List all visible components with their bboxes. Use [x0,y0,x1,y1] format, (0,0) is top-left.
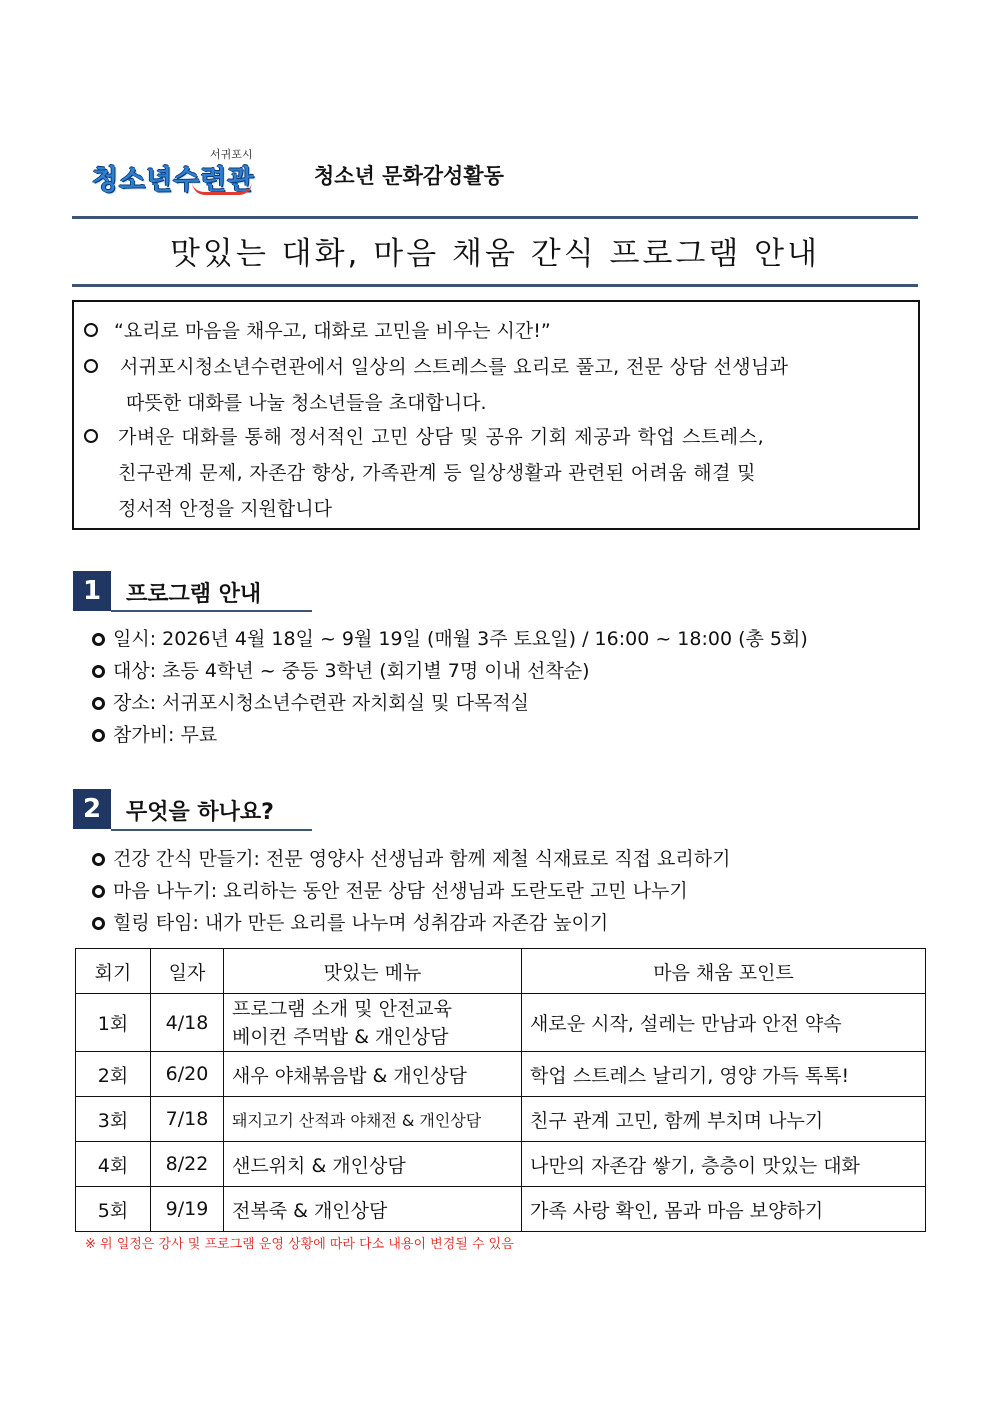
list-item: 건강 간식 만들기: 전문 영양사 선생님과 함께 제철 식재료로 직접 요리하기 [92,844,730,871]
section-1-number: 1 [73,571,111,611]
intro-line-1: “요리로 마음을 채우고, 대화로 고민을 비우는 시간!” [114,320,551,342]
page-title: 맛있는 대화, 마음 채움 간식 프로그램 안내 [169,236,821,272]
intro-line-3b: 친구관계 문제, 자존감 향상, 가족관계 등 일상생활과 관련된 어려움 해결 및 [118,462,756,484]
list-item: 장소: 서귀포시청소년수련관 자치회실 및 다목적실 [92,688,529,715]
bullet-icon [92,729,105,742]
logo-swoosh [192,182,252,195]
cell-menu: 새우 야채볶음밥 & 개인상담 [224,1052,522,1097]
logo [92,146,272,198]
section-1-underline [111,610,312,612]
section-2-underline [111,829,312,831]
intro-line-2b: 따뜻한 대화를 나눌 청소년들을 초대합니다. [126,392,487,414]
cell-menu: 전복죽 & 개인상담 [224,1187,522,1232]
section-2-title: 무엇을 하나요? [126,800,274,825]
cell-menu: 샌드위치 & 개인상담 [224,1142,522,1187]
table-row [76,1097,926,1142]
table-row [76,994,926,1052]
cell-session: 3회 [76,1097,151,1142]
cell-session: 2회 [76,1052,151,1097]
logo-small-text: 서귀포시 [210,148,253,161]
intro-line-2a: 서귀포시청소년수련관에서 일상의 스트레스를 요리로 풀고, 전문 상담 선생님과 [120,356,789,378]
circle-bullet-icon [84,429,98,443]
cell-date: 8/22 [151,1142,224,1187]
cell-session: 5회 [76,1187,151,1232]
list-item: 힐링 타임: 내가 만든 요리를 나누며 성취감과 자존감 높이기 [92,908,608,935]
circle-bullet-icon [84,359,98,373]
list-item: 대상: 초등 4학년 ~ 중등 3학년 (회기별 7명 이내 선착순) [92,656,590,683]
schedule-table [75,948,926,1232]
bullet-icon [92,853,105,866]
header-point: 마음 채움 포인트 [522,949,926,994]
cell-menu [224,994,522,1052]
circle-bullet-icon [84,323,98,337]
list-item: 마음 나누기: 요리하는 동안 전문 상담 선생님과 도란도란 고민 나누기 [92,876,688,903]
bullet-icon [92,885,105,898]
cell-point: 학업 스트레스 날리기, 영양 가득 톡톡! [522,1052,926,1097]
menu-line: 프로그램 소개 및 안전교육 [232,997,453,1020]
cell-point: 새로운 시작, 설레는 만남과 안전 약속 [522,994,926,1052]
section-2-number: 2 [73,789,111,829]
cell-point: 친구 관계 고민, 함께 부치며 나누기 [522,1097,926,1142]
bullet-icon [92,917,105,930]
header-session: 회기 [76,949,151,994]
title-rule-top [72,216,918,219]
bullet-icon [92,697,105,710]
activity-label: 청소년 문화감성활동 [314,164,504,188]
cell-date: 6/20 [151,1052,224,1097]
title-rule-bottom [72,284,918,287]
logo-main-text: 청소년수련관 [92,165,255,196]
list-item: 일시: 2026년 4월 18일 ~ 9월 19일 (매월 3주 토요일) / 16:00 ~ 18:00 (총 5회) [92,624,808,651]
cell-menu: 돼지고기 산적과 야채전 & 개인상담 [224,1097,522,1142]
cell-point: 가족 사랑 확인, 몸과 마음 보양하기 [522,1187,926,1232]
cell-date: 9/19 [151,1187,224,1232]
table-row [76,1052,926,1097]
header-date: 일자 [151,949,224,994]
header-menu: 맛있는 메뉴 [224,949,522,994]
bullet-icon [92,665,105,678]
cell-session: 1회 [76,994,151,1052]
table-header-row [76,949,926,994]
menu-line: 베이컨 주먹밥 & 개인상담 [232,1025,449,1048]
section-1-title: 프로그램 안내 [126,582,262,607]
table-row [76,1187,926,1232]
bullet-icon [92,633,105,646]
table-row [76,1142,926,1187]
cell-session: 4회 [76,1142,151,1187]
schedule-note: ※ 위 일정은 강사 및 프로그램 운영 상황에 따라 다소 내용이 변경될 수 있음 [85,1237,514,1252]
intro-line-3c: 정서적 안정을 지원합니다 [118,498,332,520]
cell-point: 나만의 자존감 쌓기, 층층이 맛있는 대화 [522,1142,926,1187]
intro-line-3a: 가벼운 대화를 통해 정서적인 고민 상담 및 공유 기회 제공과 학업 스트레스, [118,426,765,448]
list-item: 참가비: 무료 [92,720,217,747]
cell-date: 4/18 [151,994,224,1052]
cell-date: 7/18 [151,1097,224,1142]
intro-box [72,300,920,530]
